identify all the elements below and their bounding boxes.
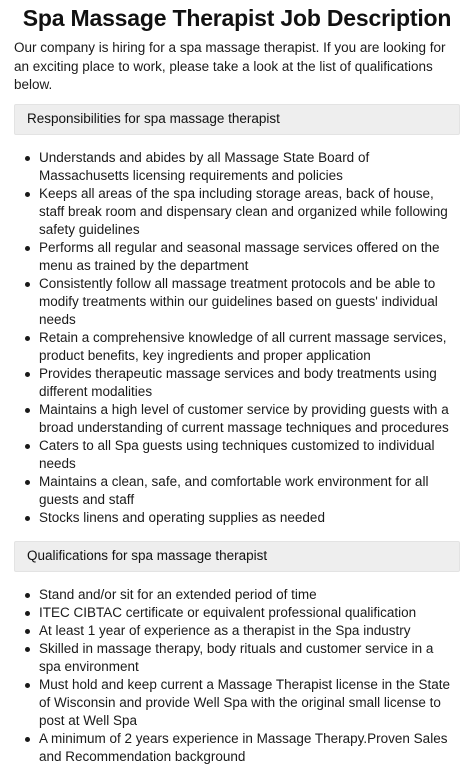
list-item: Caters to all Spa guests using techniques customized to individual needs	[39, 437, 460, 473]
list-item: Consistently follow all massage treatment protocols and be able to modify treatments within our guidelines based on guests' individual needs	[39, 275, 460, 329]
list-item: Understands and abides by all Massage State Board of Massachusetts licensing requirements and policies	[39, 149, 460, 185]
list-item: A minimum of 2 years experience in Massage Therapy.Proven Sales and Recommendation background	[39, 730, 460, 766]
list-item: Maintains a high level of customer service by providing guests with a broad understanding of current massage techniques and procedures	[39, 401, 460, 437]
list-item: Maintains a clean, safe, and comfortable work environment for all guests and staff	[39, 473, 460, 509]
list-item: Stand and/or sit for an extended period of time	[39, 586, 460, 604]
list-item: Provides therapeutic massage services and body treatments using different modalities	[39, 365, 460, 401]
responsibilities-list	[14, 149, 460, 527]
list-item: ITEC CIBTAC certificate or equivalent professional qualification	[39, 604, 460, 622]
qualifications-header: Qualifications for spa massage therapist	[14, 541, 460, 572]
page-title: Spa Massage Therapist Job Description	[22, 5, 452, 31]
list-item: Performs all regular and seasonal massage services offered on the menu as trained by the department	[39, 239, 460, 275]
list-item: At least 1 year of experience as a therapist in the Spa industry	[39, 622, 460, 640]
list-item: Must hold and keep current a Massage Therapist license in the State of Wisconsin and provide Well Spa with the original small license to post at Well Spa	[39, 676, 460, 730]
list-item: Retain a comprehensive knowledge of all current massage services, product benefits, key ingredients and proper application	[39, 329, 460, 365]
intro-paragraph: Our company is hiring for a spa massage therapist. If you are looking for an exciting place to work, please take a look at the list of qualifications below.	[14, 40, 446, 92]
list-item: Stocks linens and operating supplies as needed	[39, 509, 460, 527]
list-item: Keeps all areas of the spa including storage areas, back of house, staff break room and dispensary clean and organized while following safety guidelines	[39, 185, 460, 239]
responsibilities-header: Responsibilities for spa massage therapist	[14, 104, 460, 135]
qualifications-list	[14, 586, 460, 766]
list-item: Skilled in massage therapy, body rituals and customer service in a spa environment	[39, 640, 460, 676]
